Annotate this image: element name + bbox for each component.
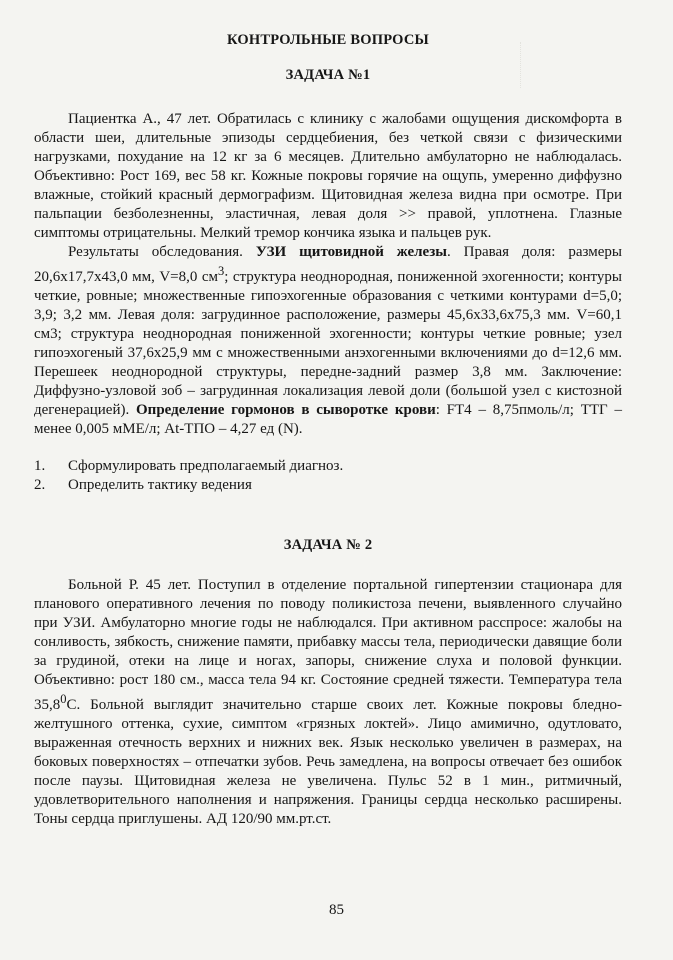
task1-questions: [34, 457, 622, 495]
page-content: [34, 30, 622, 829]
task1-p2-text-c: : FT4 – 8,75пмоль/л; ТТГ – менее 0,005 мМЕ/л; At-ТПО – 4,27 ед (N).: [34, 402, 623, 437]
question-item: [34, 457, 622, 476]
question-text: Сформулировать предполагаемый диагноз.: [68, 458, 344, 474]
task2-superscript: 0: [60, 692, 67, 706]
task2-title: ЗАДАЧА № 2: [283, 537, 373, 553]
page-number: 85: [329, 902, 344, 918]
task1-hormones-heading: Определение гормонов в сыворотке крови: [136, 402, 436, 418]
task1-paragraph-2: [34, 243, 622, 439]
task1-p2-text-a: . Правая доля: размеры 20,6х17,7х43,0 мм, V=8,0 см: [34, 244, 622, 285]
question-item: [34, 476, 622, 495]
question-number: 2.: [34, 477, 46, 493]
task2-text-b: С. Больной выглядит значительно старше своих лет. Кожные покровы бледно-желтушного оттенка, сухие, симптом «грязных локтей». Лицо амимично, одутловато, выраженная отечность верхних и нижних век. Язык несколько увеличен в размерах, на боковых поверхностях – отпечатки зубов. Речь замедлена, на вопросы отвечает без ошибок после паузы. Щитовидная железа не увеличена. Пульс 52 в 1 мин., ритмичный, удовлетворительного наполнения и напряжения. Границы сердца несколько расширены. Тоны сердца приглушены. АД 120/90 мм.рт.ст.: [34, 697, 622, 827]
task1-p2-intro: Результаты обследования.: [68, 244, 256, 260]
task1-ultrasound-heading: УЗИ щитовидной железы: [255, 244, 447, 260]
question-number: 1.: [34, 458, 46, 474]
task2-paragraph: [34, 576, 622, 829]
task1-p2-superscript: 3: [217, 264, 225, 278]
task2-text-a: Больной Р. 45 лет. Поступил в отделение портальной гипертензии стационара для планового оперативного лечения по поводу поликистоза печени, выявленного случайно при УЗИ. Амбулаторно многие годы не наблюдался. При активном расспросе: жалобы на сонливость, зябкость, снижение памяти, прибавку массы тела, периодически давящие боли за грудиной, отеки на лице и ногах, запоры, снижение слуха и половой функции. Объективно: рост 180 см., масса тела 94 кг. Состояние средней тяжести. Температура тела 35,8: [34, 577, 622, 713]
question-text: Определить тактику ведения: [68, 477, 252, 493]
page-title: КОНТРОЛЬНЫЕ ВОПРОСЫ: [227, 32, 429, 48]
task1-p2-text-b: ; структура неоднородная, пониженной эхогенности; контуры четкие, ровные; множественные гипоэхогенные образования с четкими контурами d=5,0; 3,9; 3,2 мм. Левая доля: загрудинное расположение, размеры 45,6х33,6х75,3 мм. V=60,1 см3; структура неоднородная пониженной эхогенности; контуры четкие ровные; узел гипоэхогеный 37,6х25,9 мм с множественными анэхогенными включениями до d=12,6 мм. Перешеек неоднородной структуры, передне-задний размер 3,8 мм. Заключение: Диффузно-узловой зоб – загрудинная локализация левой доли (большой узел с кистозной дегенерацией).: [34, 269, 622, 418]
task1-paragraph-1: Пациентка А., 47 лет. Обратилась с клинику с жалобами ощущения дискомфорта в области шеи, длительные эпизоды сердцебиения, без четкой связи с физическими нагрузками, похудание на 12 кг за 6 месяцев. Длительно амбулаторно не наблюдалась. Объективно: Рост 169, вес 58 кг. Кожные покровы горячие на ощупь, умеренно диффузно влажные, стойкий красный дермографизм. Щитовидная железа видна при осмотре. При пальпации безболезненны, эластичная, левая доля >> правой, уплотнена. Глазные симптомы отрицательны. Мелкий тремор кончика языка и пальцев рук.: [34, 111, 622, 241]
task1-title: ЗАДАЧА №1: [285, 67, 371, 83]
